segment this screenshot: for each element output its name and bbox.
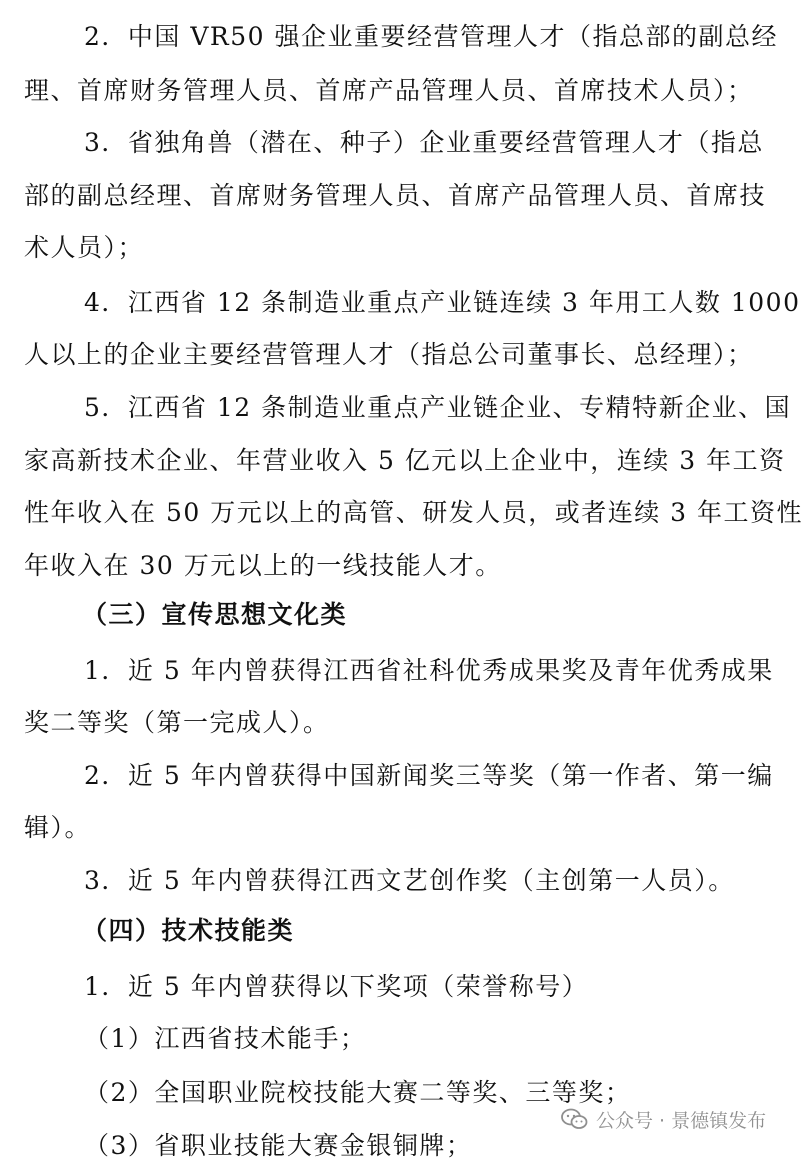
list-item: （2）全国职业院校技能大赛二等奖、三等奖；	[84, 1078, 632, 1107]
text-line: 1．近 5 年内曾获得以下奖项（荣誉称号）	[84, 972, 589, 1001]
text-line: 家高新技术企业、年营业收入 5 亿元以上企业中，连续 3 年工资	[24, 446, 786, 475]
text-line: 人以上的企业主要经营管理人才（指总公司董事长、总经理）；	[24, 340, 754, 369]
wechat-icon	[560, 1107, 588, 1131]
text-line: 性年收入在 50 万元以上的高管、研发人员，或者连续 3 年工资性	[24, 498, 804, 527]
text-line: 术人员）；	[24, 233, 145, 262]
wechat-watermark	[560, 1100, 766, 1138]
text-line: 3．省独角兽（潜在、种子）企业重要经营管理人才（指总	[84, 128, 764, 157]
text-line: 部的副总经理、首席财务管理人员、首席产品管理人员、首席技	[24, 181, 767, 210]
text-line: 2．近 5 年内曾获得中国新闻奖三等奖（第一作者、第一编	[84, 761, 774, 790]
text-line: 1．近 5 年内曾获得江西省社科优秀成果奖及青年优秀成果	[84, 656, 774, 685]
text-line: 辑）。	[24, 813, 92, 842]
section-heading: （三）宣传思想文化类	[82, 600, 348, 629]
watermark-text: 公众号 · 景德镇发布	[596, 1109, 767, 1132]
text-line: 4．江西省 12 条制造业重点产业链连续 3 年用工人数 1000	[84, 288, 801, 317]
list-item: （3）省职业技能大赛金银铜牌；	[84, 1131, 473, 1160]
text-line: 5．江西省 12 条制造业重点产业链企业、专精特新企业、国	[84, 393, 792, 422]
list-item: （1）江西省技术能手；	[84, 1024, 367, 1053]
text-line: 年收入在 30 万元以上的一线技能人才。	[24, 551, 502, 580]
text-line: 奖二等奖（第一完成人）。	[24, 708, 330, 737]
section-heading: （四）技术技能类	[82, 916, 295, 945]
text-line: 理、首席财务管理人员、首席产品管理人员、首席技术人员）；	[24, 76, 754, 105]
text-line: 3．近 5 年内曾获得江西文艺创作奖（主创第一人员）。	[84, 866, 735, 895]
text-line: 2．中国 VR50 强企业重要经营管理人才（指总部的副总经	[84, 22, 778, 51]
